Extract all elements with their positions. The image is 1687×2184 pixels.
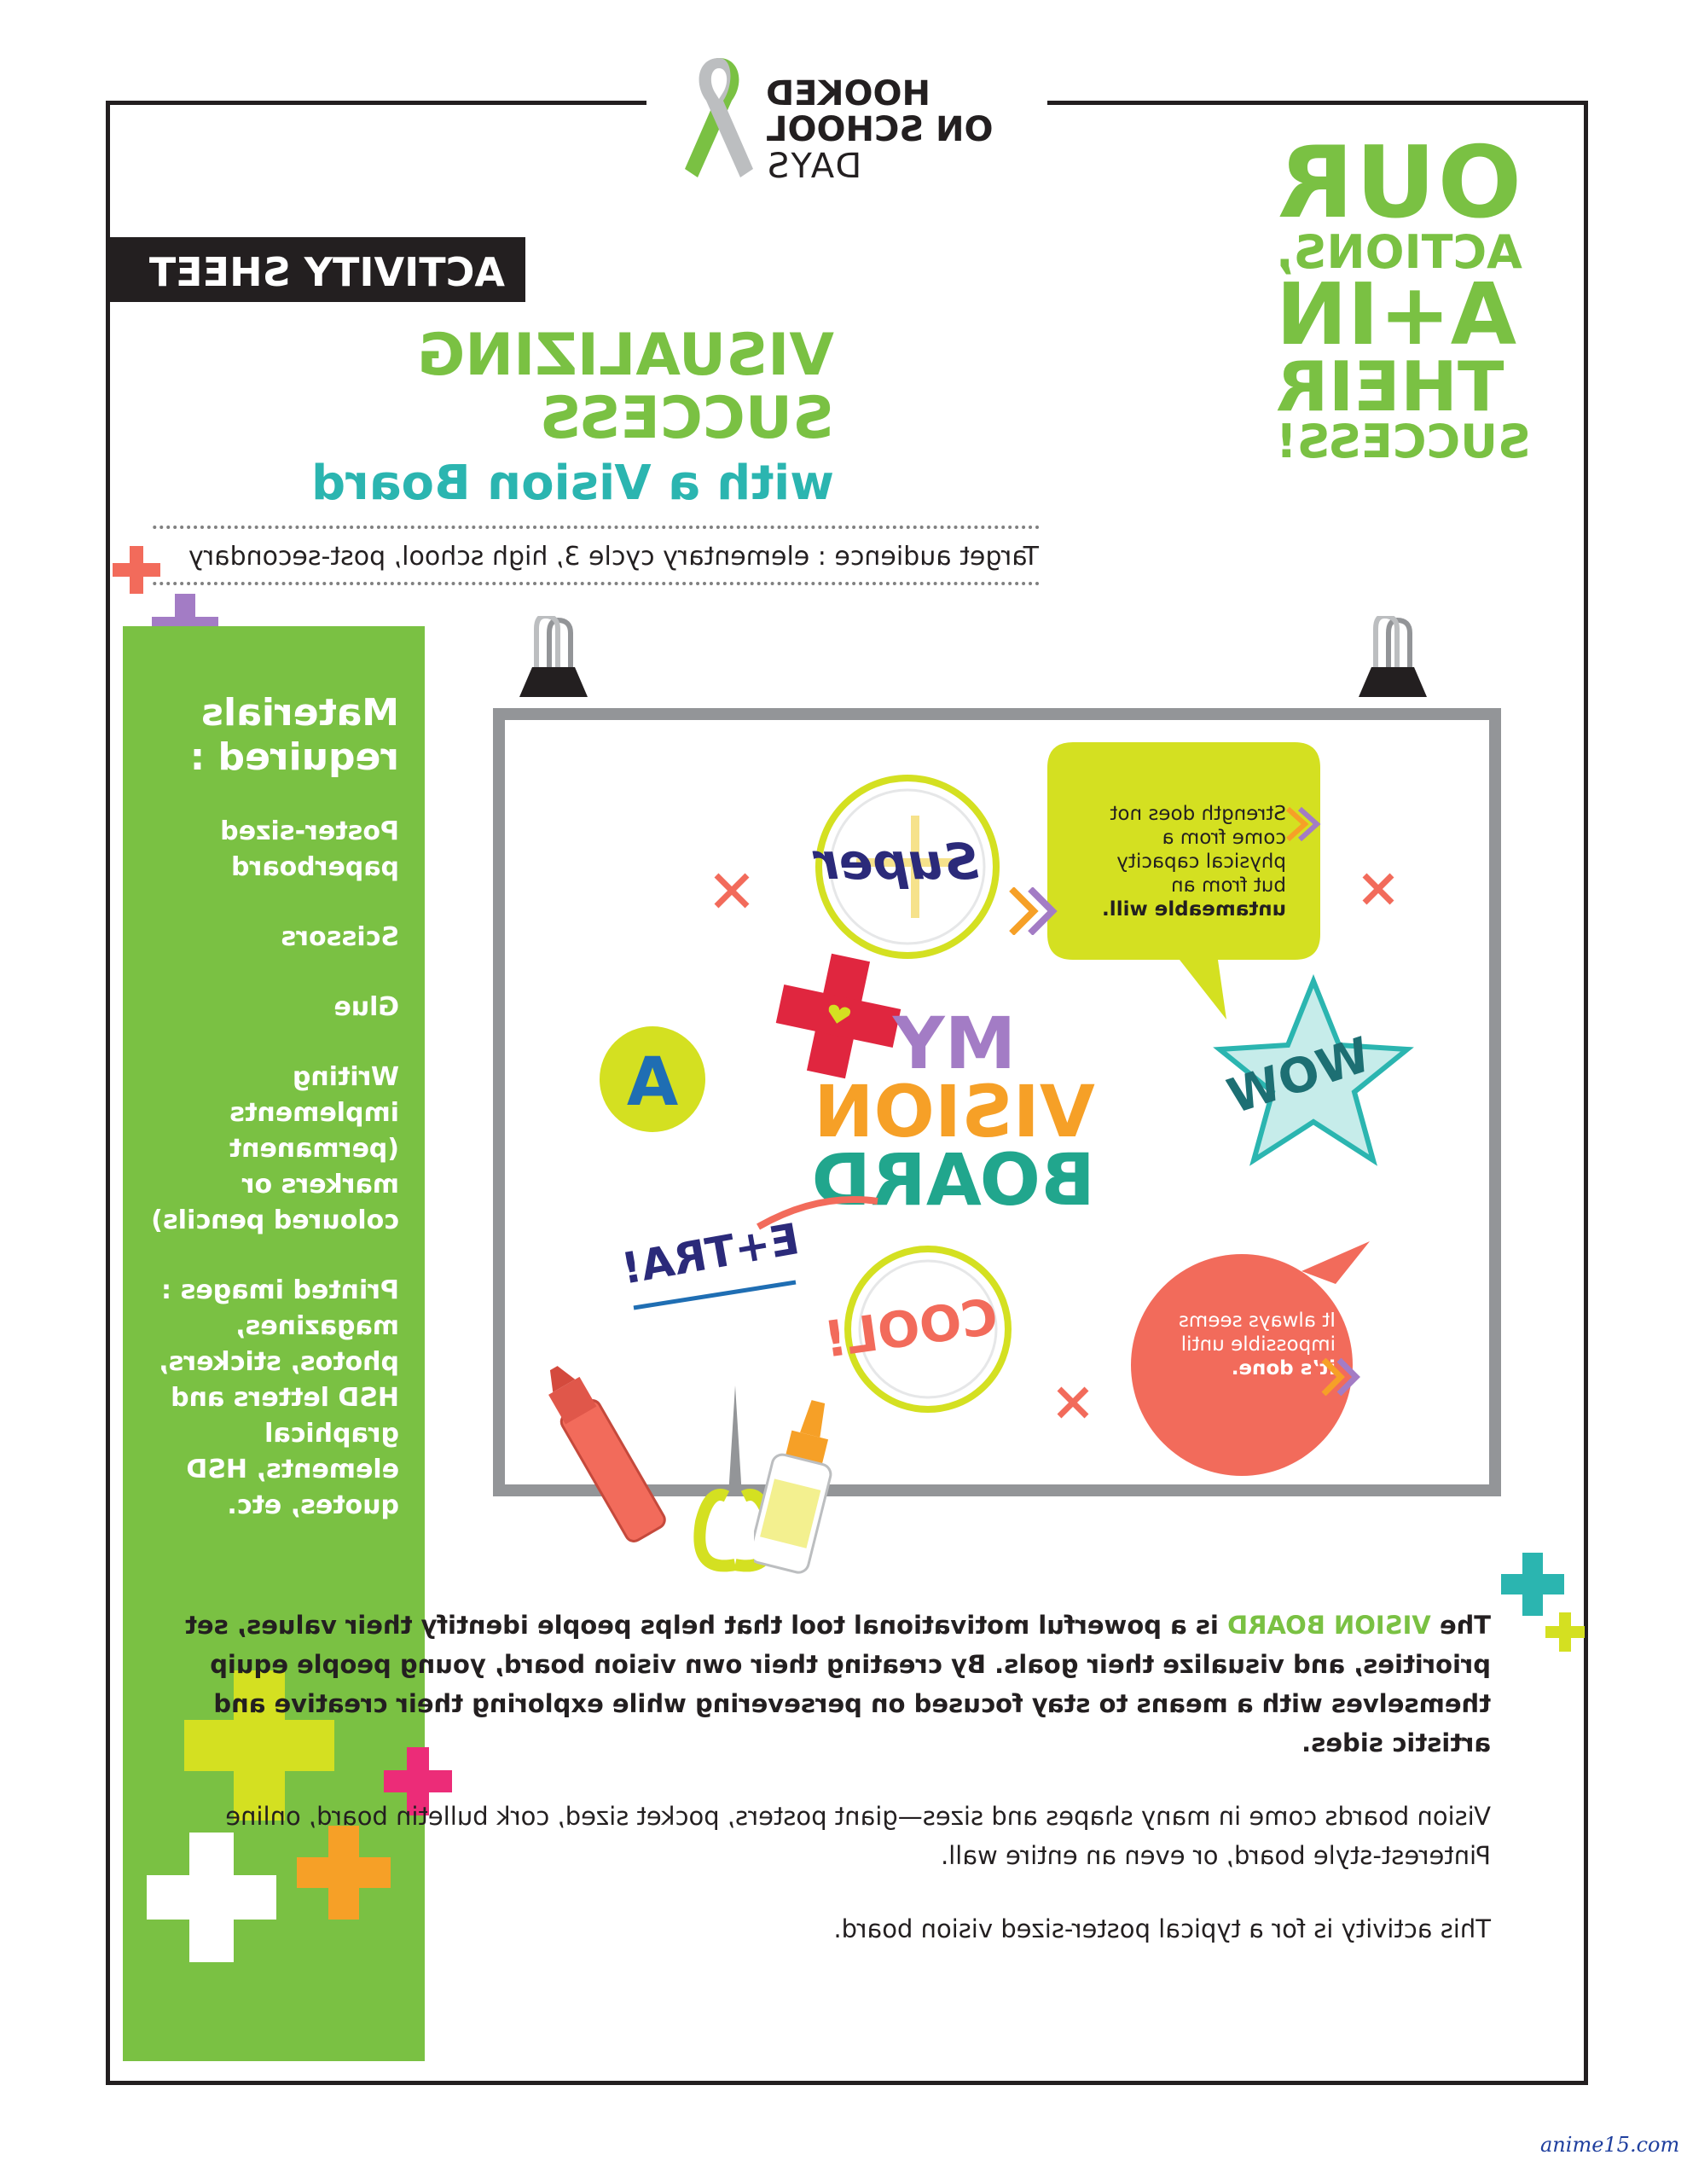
plus-icon [113,546,160,594]
p1-highlight: VISION BOARD [1227,1611,1431,1640]
slogan-line4: THEIR [1276,347,1504,427]
activity-sheet-label: ACTIVITY SHEET [148,249,505,295]
glue-icon [754,1399,839,1578]
title-line2: SUCCESS [539,385,834,452]
material-item: Glue [333,992,399,1022]
chevron-icon [1005,887,1064,935]
activity-sheet-bar [106,237,525,302]
page-subtitle: with a Vision Board [311,456,834,511]
slogan-line1: OUR [1276,125,1522,241]
super-badge-text: Super [815,833,979,891]
slogan-line3: A+IN [1276,264,1517,365]
dotted-divider-top [152,526,1039,529]
hooked-logo [672,49,1013,195]
cross-icon [713,872,751,909]
quote1-bold: untameable will. [1102,898,1286,921]
title-line1: VISUALIZING [417,322,834,389]
quote1-text: Strength does not come from a physical capacity but from an [1110,803,1286,897]
slogan-line2: ACTIONS, [1276,225,1522,280]
cross-icon [1361,872,1395,906]
quote2 [1148,1309,1336,1380]
title-my: MY [892,1002,1017,1085]
logo-line1: HOOKED [766,74,931,113]
page-title [154,324,834,450]
material-item: Scissors [281,922,399,952]
watermark: anime15.com [1540,2133,1680,2157]
materials-list [143,691,399,1558]
binder-clip-icon [1354,616,1431,710]
title-vision: VISION [814,1069,1095,1153]
wow-badge-text: WOW [1220,1026,1377,1125]
quote1 [1081,802,1286,921]
dotted-divider-bottom [152,582,1039,585]
material-item: Writing implements (permanent markers or coloured pencils) [151,1062,399,1235]
slogan [1276,125,1532,469]
quote2-bold: it’s done. [1231,1357,1336,1380]
material-item: Printed images : magazines, photos, stickers, HSD letters and graphical elements, HSD quotes, etc. [159,1275,399,1520]
title-board: BOARD [811,1137,1095,1222]
a-badge-text: A [626,1044,679,1121]
highlighter-icon [536,1365,681,1553]
logo-line3: DAYS [766,147,862,186]
quote2-text: It always seems impossible until [1178,1310,1336,1356]
extra-badge-text: E+TRA! [617,1214,803,1294]
cross-icon [1056,1385,1090,1420]
chevron-icon [1283,807,1325,841]
my-vision-board-title [811,1002,1095,1222]
chevron-icon [1320,1358,1366,1396]
binder-clip-icon [515,616,592,710]
paragraph-2: Vision boards come in many shapes and sizes—giant posters, pocket sized, cork bulletin board, online Pinterest-style board, or even an entire wall. [225,1802,1491,1870]
ribbon-icon [681,49,757,186]
body-text [177,1606,1491,1983]
plus-icon [1501,1553,1564,1616]
paragraph-1 [177,1606,1491,1763]
materials-heading: Materials required : [189,691,399,779]
cool-badge-text: COOL! [820,1287,1001,1369]
paragraph-3: This activity is for a typical poster-sized vision board. [833,1914,1491,1943]
material-item: Poster-sized paperboard [220,816,399,882]
slogan-line5: SUCCESS! [1276,415,1531,469]
logo-line2: ON SCHOOL [766,110,994,149]
p1-lead: The [1430,1611,1491,1640]
plus-icon [1545,1612,1585,1652]
target-audience: Target audience : elementary cycle 3, high school, post-secondary [188,542,1039,572]
underline-stroke [629,1278,800,1312]
p1-rest: is a powerful motivational tool that helps people identify their values, set priorities, and visualize their goals. By creating their own vision board, young people equip themselves with a means to stay focused on persevering while exploring their creative and artistic sides. [185,1611,1491,1757]
